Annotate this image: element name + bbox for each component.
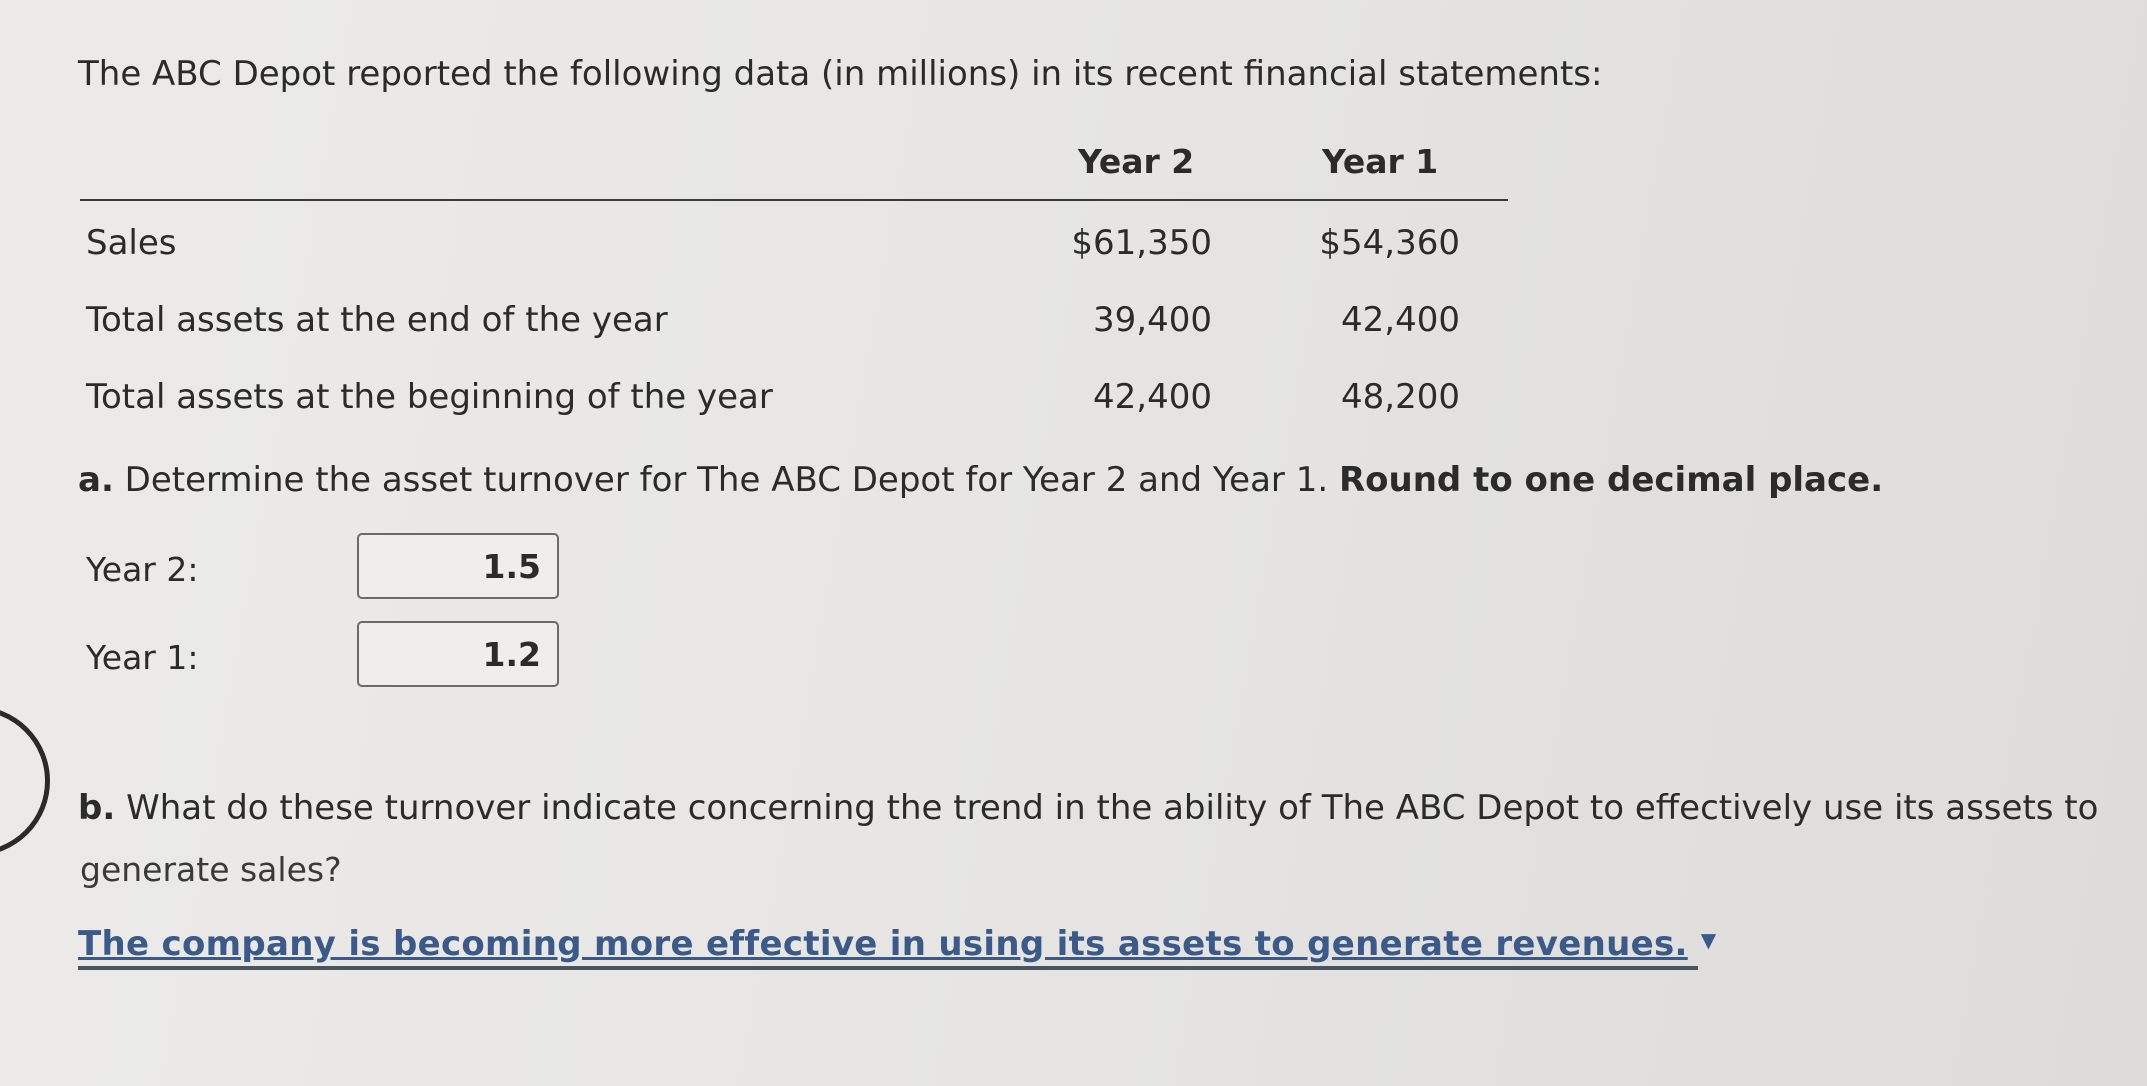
table-header-rule — [80, 199, 1508, 201]
answer-b-dropdown[interactable] — [78, 924, 1717, 970]
answer-input-year-2[interactable] — [357, 533, 559, 599]
column-header-year-1: Year 1 — [1322, 142, 1439, 181]
answer-label-year-1: Year 1: — [86, 638, 199, 677]
assets-end-year-1: 42,400 — [1341, 300, 1460, 340]
row-label-assets-end: Total assets at the end of the year — [86, 300, 668, 340]
question-b-text-continued: generate sales? — [80, 850, 342, 889]
question-b — [78, 788, 2098, 828]
question-a — [78, 460, 1883, 500]
question-b-text: What do these turnover indicate concerning the trend in the ability of The ABC Depot to effectively use its assets to — [126, 788, 2099, 828]
sales-year-2: $61,350 — [1071, 223, 1212, 263]
answer-label-year-2: Year 2: — [86, 550, 199, 589]
row-label-assets-beginning: Total assets at the beginning of the year — [86, 377, 773, 417]
problem-intro: The ABC Depot reported the following data (in millions) in its recent financial statements: — [78, 54, 1603, 94]
caret-down-icon[interactable]: ▼ — [1700, 928, 1717, 952]
question-a-letter: a. — [78, 460, 114, 500]
answer-b-selected-value: The company is becoming more effective in using its assets to generate revenues. — [78, 924, 1688, 964]
assets-end-year-2: 39,400 — [1093, 300, 1212, 340]
assets-beginning-year-2: 42,400 — [1093, 377, 1212, 417]
question-a-text: Determine the asset turnover for The ABC Depot for Year 2 and Year 1. — [124, 460, 1329, 500]
question-a-instruction: Round to one decimal place. — [1338, 460, 1884, 500]
question-b-letter: b. — [78, 788, 116, 828]
circle-overlay-icon — [0, 706, 50, 856]
assets-beginning-year-1: 48,200 — [1341, 377, 1460, 417]
answer-input-year-1[interactable] — [357, 621, 559, 687]
row-label-sales: Sales — [86, 223, 177, 263]
sales-year-1: $54,360 — [1319, 223, 1460, 263]
column-header-year-2: Year 2 — [1078, 142, 1195, 181]
